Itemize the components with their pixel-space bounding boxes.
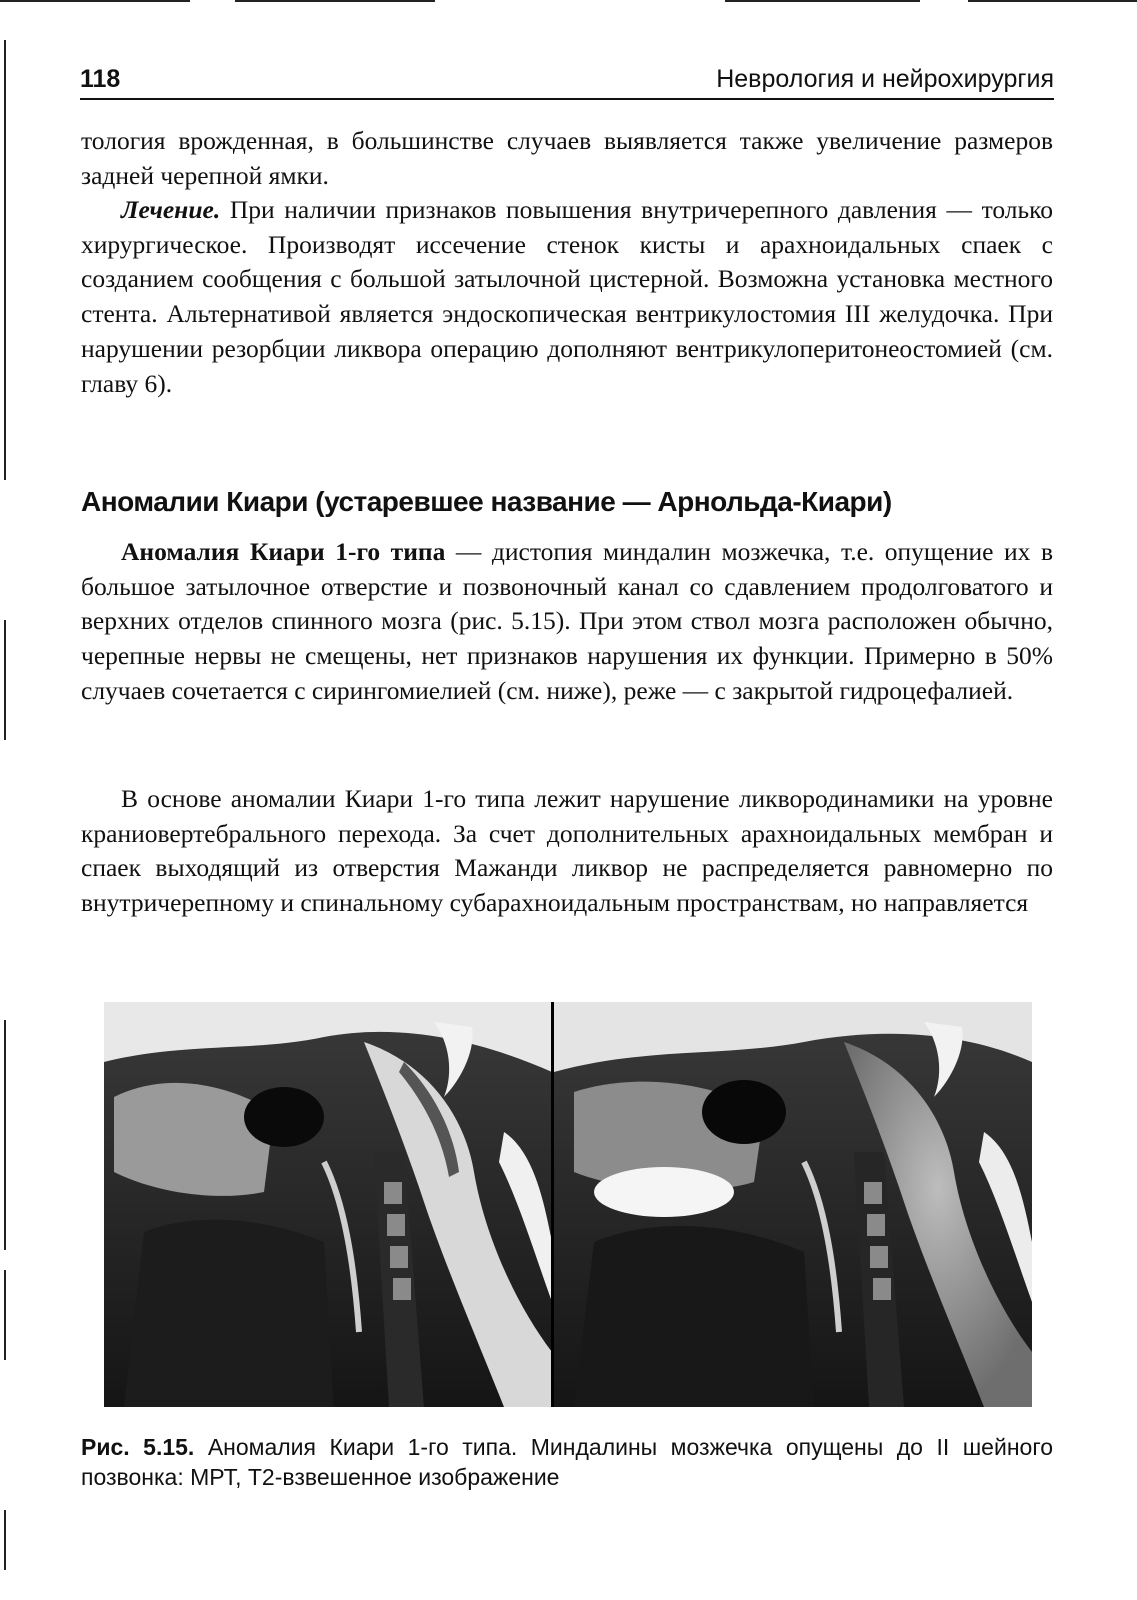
chiari-paragraph (81, 535, 1053, 709)
basis-paragraph (81, 782, 1053, 921)
running-header (80, 62, 1054, 100)
treatment-paragraph (81, 193, 1053, 401)
scan-edge-left-5 (4, 1510, 6, 1570)
figure-caption (81, 1432, 1053, 1492)
mri-divider (551, 1002, 554, 1407)
continuation-text: тология врожденная, в большинстве случаев выявляется также увеличение размеров задней черепной ямки. (81, 126, 1053, 190)
section-heading: Аномалии Киари (устаревшее название — Арнольда-Киари) (81, 486, 892, 517)
mri-scan-image (104, 1002, 1032, 1407)
scan-edge-top-4 (968, 0, 1137, 2)
treatment-text: При наличии признаков повышения внутричерепного давления — только хирургическое. Производят иссечение стенок кисты и арахноидальных спаек с созданием сообщения с большой затылочной цистерной. Возможна установка местного стента. Альтернативой является эндоскопическая вентрикулостомия III желудочка. При нарушении резорбции ликвора операцию дополняют вентрикулоперитонеостомией (см. главу 6). (81, 195, 1053, 398)
chiari-text: — дистопия миндалин мозжечка, т.е. опущение их в большое затылочное отверстие и позвоночный канал со сдавлением продолговатого и верхних отделов спинного мозга (рис. 5.15). При этом ствол мозга расположен обычно, черепные нервы не смещены, нет признаков нарушения их функции. Примерно в 50% случаев сочетается с сирингомиелией (см. ниже), реже — с закрытой гидроцефалией. (81, 537, 1053, 705)
basis-text: В основе аномалии Киари 1-го типа лежит нарушение ликвородинамики на уровне краниовертебрального перехода. За счет дополнительных арахноидальных мембран и спаек выходящий из отверстия Мажанди ликвор не распределяется равномерно по внутричерепному и спинальному субарахноидальным пространствам, но направляется (81, 784, 1053, 918)
scan-edge-left-1 (4, 40, 6, 480)
scan-edge-top-3 (725, 0, 920, 2)
mri-figure (104, 1002, 1032, 1407)
continuation-paragraph (81, 124, 1053, 193)
figure-label: Рис. 5.15. (81, 1434, 195, 1460)
treatment-label: Лечение. (121, 195, 221, 224)
mri-right-panel (554, 1002, 1032, 1407)
figure-caption-text: Аномалия Киари 1-го типа. Миндалины мозжечка опущены до II шейного позвонка: МРТ, Т2-взвешенное изображение (81, 1434, 1053, 1490)
chiari-label: Аномалия Киари 1-го типа (121, 537, 446, 566)
scan-edge-left-3 (4, 1020, 6, 1250)
scan-edge-left-2 (4, 620, 6, 740)
chapter-title: Неврология и нейрохирургия (716, 65, 1054, 93)
mri-left-panel (104, 1002, 552, 1407)
scan-edge-left-4 (4, 1270, 6, 1360)
page-number: 118 (80, 65, 121, 93)
scan-edge-top-1 (0, 0, 190, 2)
scan-edge-top-2 (235, 0, 435, 2)
